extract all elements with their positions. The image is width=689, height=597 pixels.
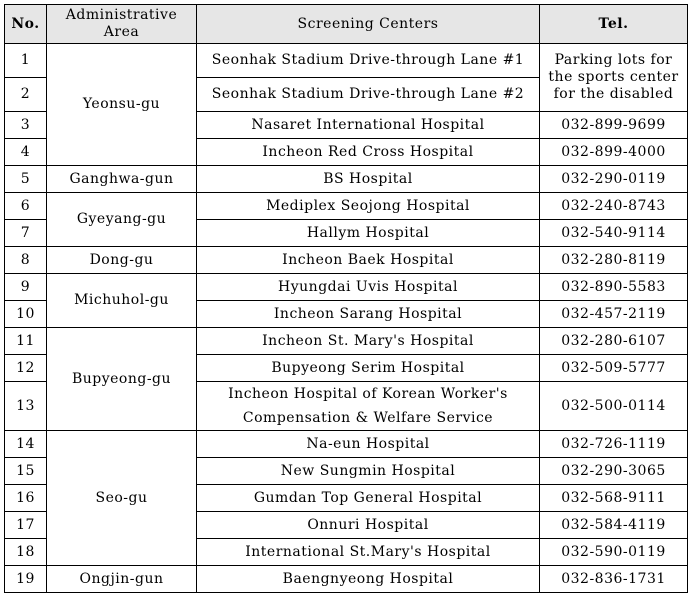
tel-number: 032-240-8743 [540, 193, 688, 220]
header-no: No. [5, 5, 47, 44]
tel-number: 032-836-1731 [540, 566, 688, 593]
tel-number: 032-590-0119 [540, 539, 688, 566]
tel-number: 032-280-8119 [540, 247, 688, 274]
center-name: Incheon Baek Hospital [197, 247, 540, 274]
center-name: Incheon Hospital of Korean Worker's Compensation & Welfare Service [197, 382, 540, 431]
row-number: 14 [5, 431, 47, 458]
tel-number: 032-568-9111 [540, 485, 688, 512]
area-cell: Seo-gu [47, 431, 197, 566]
row-number: 10 [5, 301, 47, 328]
tel-number: 032-290-0119 [540, 166, 688, 193]
tel-number: 032-899-9699 [540, 112, 688, 139]
row-number: 12 [5, 355, 47, 382]
tel-number: 032-280-6107 [540, 328, 688, 355]
table-row [5, 193, 688, 220]
center-name: Incheon Sarang Hospital [197, 301, 540, 328]
area-cell: Ongjin-gun [47, 566, 197, 593]
row-number: 3 [5, 112, 47, 139]
table-row [5, 431, 688, 458]
center-name: Seonhak Stadium Drive-through Lane #1 [197, 44, 540, 78]
table-header [5, 5, 688, 44]
tel-number: 032-457-2119 [540, 301, 688, 328]
area-cell: Yeonsu-gu [47, 44, 197, 166]
tel-number: 032-890-5583 [540, 274, 688, 301]
table-row [5, 328, 688, 355]
area-cell: Bupyeong-gu [47, 328, 197, 431]
center-name: Hyungdai Uvis Hospital [197, 274, 540, 301]
center-name: Seonhak Stadium Drive-through Lane #2 [197, 78, 540, 112]
area-cell: Gyeyang-gu [47, 193, 197, 247]
tel-number: 032-726-1119 [540, 431, 688, 458]
row-number: 1 [5, 44, 47, 78]
row-number: 5 [5, 166, 47, 193]
table-row [5, 566, 688, 593]
center-name: International St.Mary's Hospital [197, 539, 540, 566]
header-screening-centers: Screening Centers [197, 5, 540, 44]
tel-number: 032-540-9114 [540, 220, 688, 247]
center-name: Baengnyeong Hospital [197, 566, 540, 593]
header-administrative-area: Administrative Area [47, 5, 197, 44]
center-name: BS Hospital [197, 166, 540, 193]
tel-number: 032-500-0114 [540, 382, 688, 431]
row-number: 8 [5, 247, 47, 274]
tel-number: 032-584-4119 [540, 512, 688, 539]
row-number: 16 [5, 485, 47, 512]
tel-number: 032-290-3065 [540, 458, 688, 485]
tel-number: Parking lots for the sports center for the disabled [540, 44, 688, 112]
row-number: 9 [5, 274, 47, 301]
center-name: Nasaret International Hospital [197, 112, 540, 139]
row-number: 7 [5, 220, 47, 247]
row-number: 2 [5, 78, 47, 112]
center-name: Onnuri Hospital [197, 512, 540, 539]
area-cell: Dong-gu [47, 247, 197, 274]
table-row [5, 44, 688, 78]
center-name: Hallym Hospital [197, 220, 540, 247]
table-row [5, 247, 688, 274]
center-name: Mediplex Seojong Hospital [197, 193, 540, 220]
row-number: 11 [5, 328, 47, 355]
tel-number: 032-899-4000 [540, 139, 688, 166]
row-number: 17 [5, 512, 47, 539]
row-number: 18 [5, 539, 47, 566]
area-cell: Michuhol-gu [47, 274, 197, 328]
tel-number: 032-509-5777 [540, 355, 688, 382]
row-number: 4 [5, 139, 47, 166]
center-name: New Sungmin Hospital [197, 458, 540, 485]
table-row [5, 166, 688, 193]
center-name: Incheon St. Mary's Hospital [197, 328, 540, 355]
table-body [5, 44, 688, 593]
center-name: Incheon Red Cross Hospital [197, 139, 540, 166]
center-name: Gumdan Top General Hospital [197, 485, 540, 512]
header-tel: Tel. [540, 5, 688, 44]
row-number: 15 [5, 458, 47, 485]
row-number: 13 [5, 382, 47, 431]
table-row [5, 274, 688, 301]
row-number: 6 [5, 193, 47, 220]
center-name: Na-eun Hospital [197, 431, 540, 458]
row-number: 19 [5, 566, 47, 593]
screening-centers-table [4, 4, 688, 593]
area-cell: Ganghwa-gun [47, 166, 197, 193]
center-name: Bupyeong Serim Hospital [197, 355, 540, 382]
